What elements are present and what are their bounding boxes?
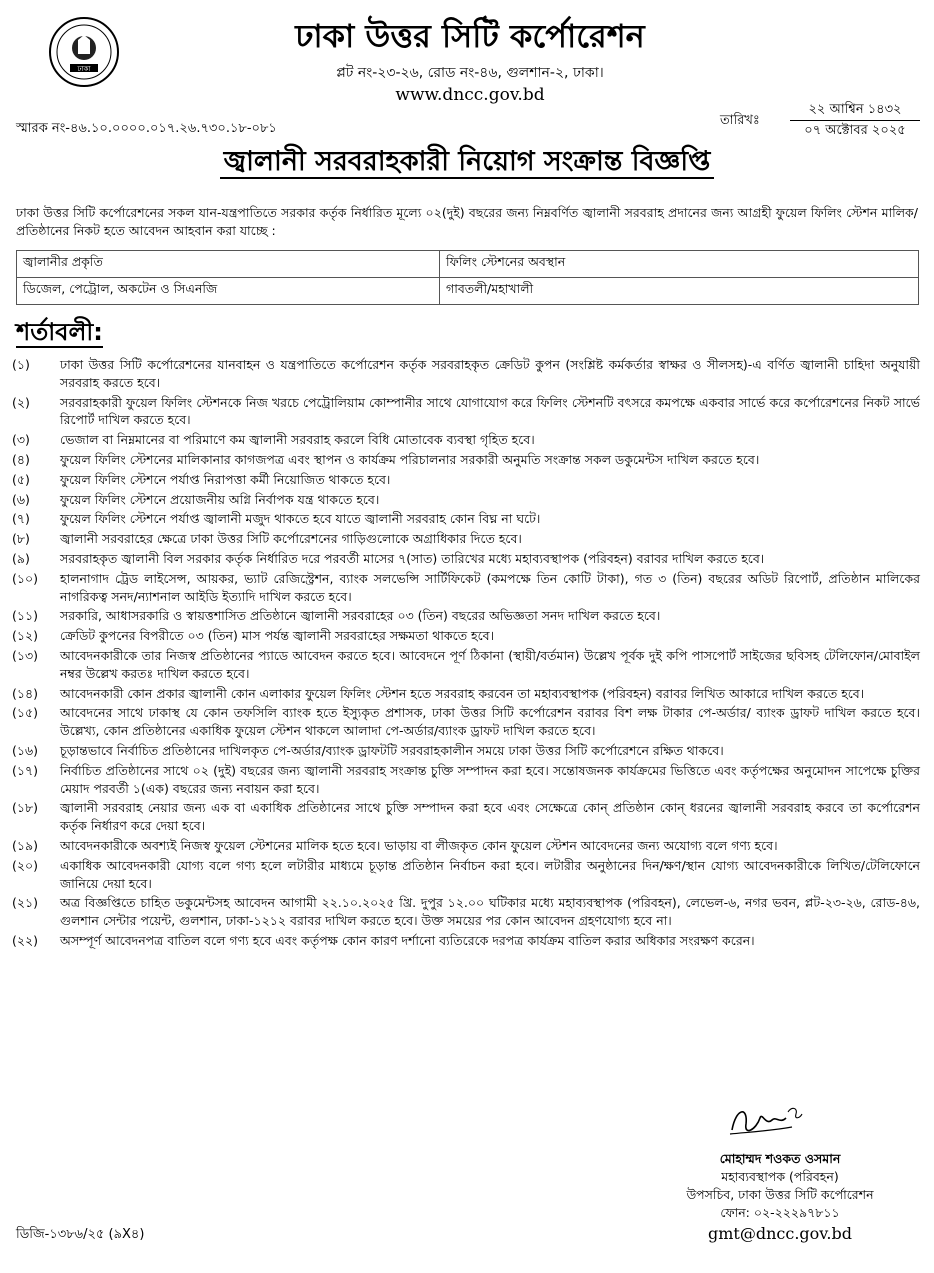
- org-title: ঢাকা উত্তর সিটি কর্পোরেশন: [295, 17, 645, 55]
- date-gregorian: ০৭ অক্টোবর ২০২৫: [804, 123, 906, 138]
- org-website-link[interactable]: www.dncc.gov.bd: [395, 85, 545, 105]
- condition-text: ফুয়েল ফিলিং স্টেশনের মালিকানার কাগজপত্র এবং স্থাপন ও কার্যক্রম পরিচালনার সরকারী অনুমতি সংক্রান্ত সকল ডকুমেন্টস দাখিল করতে হবে।: [60, 451, 760, 467]
- condition-number: (১৪): [12, 685, 38, 701]
- condition-text: ক্রেডিট কুপনের বিপরীতে ০৩ (তিন) মাস পর্যন্ত জ্বালানী সরবরাহের সক্ষমতা থাকতে হবে।: [60, 628, 495, 644]
- notice-title-text: জ্বালানী সরবরাহকারী নিয়োগ সংক্রান্ত বিজ্ঞপ্তি: [220, 146, 715, 179]
- condition-number: (৯): [12, 550, 30, 566]
- condition-text: অসম্পূর্ণ আবেদনপত্র বাতিল বলে গণ্য হবে এবং কর্তৃপক্ষ কোন কারণ দর্শানো ব্যতিরেকে দরপত্র কার্যক্রম বাতিল করার অধিকার সংরক্ষণ করেন।: [60, 932, 755, 948]
- signature-mark-icon: [726, 1100, 806, 1144]
- condition-text: হালনাগাদ ট্রেড লাইসেন্স, আয়কর, ভ্যাট রেজিস্ট্রেশন, ব্যাংক সলভেন্সি সার্টিফিকেট (কমপক্ষে তিন কোটি টাকা), গত ৩ (তিন) বছরের অডিট রিপোর্ট, প্রতিষ্ঠান মালিকের নাগরিকত্ব সনদ/ন্যাশনাল আইডি ইত্যাদি দাখিল করতে হবে।: [60, 570, 920, 604]
- condition-number: (১০): [12, 570, 38, 586]
- list-item: [12, 491, 920, 509]
- list-item: [12, 799, 920, 835]
- signer-office: উপসচিব, ঢাকা উত্তর সিটি কর্পোরেশন: [686, 1187, 874, 1202]
- terms-title: [16, 316, 103, 348]
- condition-number: (৮): [12, 531, 30, 547]
- condition-number: (১৩): [12, 647, 38, 663]
- condition-text: ফুয়েল ফিলিং স্টেশনে পর্যাপ্ত নিরাপত্তা কর্মী নিয়োজিত থাকতে হবে।: [60, 471, 391, 487]
- notice-title: [0, 142, 934, 182]
- list-item: [12, 451, 920, 469]
- condition-text: ফুয়েল ফিলিং স্টেশনে পর্যাপ্ত জ্বালানী মজুদ থাকতে হবে যাতে জ্বালানী সরবরাহ কোন বিঘ্ন না ঘটে।: [60, 511, 541, 527]
- list-item: [12, 530, 920, 548]
- condition-text: ঢাকা উত্তর সিটি কর্পোরেশনের যানবাহন ও যন্ত্রপাতিতে কর্পোরেশন কর্তৃক সরবরাহকৃত ক্রেডিট কুপন (সংশ্লিষ্ট কর্মকর্তার স্বাক্ষর ও সীলসহ)-এ বর্ণিত জ্বালানী চাহিদা অনুযায়ী সরবরাহ করতে হবে।: [60, 357, 920, 390]
- list-item: [12, 857, 920, 893]
- condition-text: সরবরাহকৃত জ্বালানী বিল সরকার কর্তৃক নির্ধারিত দরে পরবর্তী মাসের ৭(সাত) তারিখের মধ্যে মহাব্যবস্থাপক (পরিবহন) বরাবর দাখিল করতে হবে।: [60, 550, 765, 566]
- reference-code: ডিজি-১৩৮৬/২৫ (৯X৪): [16, 1227, 145, 1242]
- signer-designation: মহাব্যবস্থাপক (পরিবহন): [721, 1169, 839, 1184]
- station-location-header: ফিলিং স্টেশনের অবস্থান: [440, 251, 919, 278]
- condition-number: (১): [12, 357, 30, 372]
- condition-text: একাধিক আবেদনকারী যোগ্য বলে গণ্য হলে লটারীর মাধ্যমে চূড়ান্ত প্রতিষ্ঠান নির্বাচন করা হবে। লটারীর অনুষ্ঠানের দিন/ক্ষণ/স্থান যোগ্য আবেদনকারীকে লিখিত/টেলিফোনে জানিয়ে দেয়া হবে।: [60, 857, 920, 891]
- condition-text: নির্বাচিত প্রতিষ্ঠানের সাথে ০২ (দুই) বছরের জন্য জ্বালানী সরবরাহ সংক্রান্ত চুক্তি সম্পাদন করা হবে। সন্তোষজনক কার্যক্রমের ভিত্তিতে এবং কর্তৃপক্ষের অনুমোদন সাপেক্ষে চুক্তির মেয়াদ পরবর্তী ১(এক) বছরের জন্য নবায়ন করা হবে।: [60, 762, 920, 796]
- condition-number: (৩): [12, 432, 30, 448]
- fuel-type-header: জ্বালানীর প্রকৃতি: [17, 251, 440, 278]
- condition-number: (২২): [12, 932, 39, 948]
- list-item: [12, 742, 920, 760]
- table-row: [17, 251, 919, 278]
- list-item: [12, 627, 920, 645]
- condition-number: (১৫): [12, 705, 38, 721]
- logo-caption: ঢাকা: [77, 65, 91, 73]
- list-item: [12, 394, 920, 430]
- condition-number: (২১): [12, 895, 38, 911]
- list-item: [12, 685, 920, 703]
- list-item: [12, 607, 920, 625]
- condition-text: আবেদনকারীকে অবশ্যই নিজস্ব ফুয়েল স্টেশনের মালিক হতে হবে। ভাড়ায় বা লীজকৃত কোন ফুয়েল স্টেশন আবেদনের জন্য অযোগ্য বলে গণ্য হবে।: [60, 837, 778, 853]
- signer-phone: ফোন: ০২-২২২৯৭৮১১: [720, 1205, 840, 1220]
- date-block: [790, 100, 920, 141]
- condition-number: (২): [12, 394, 30, 410]
- list-item: [12, 431, 920, 449]
- list-item: [12, 762, 920, 798]
- condition-number: (১৮): [12, 800, 38, 816]
- condition-text: আবেদনকারীকে তার নিজস্ব প্রতিষ্ঠানের প্যাডে আবেদন করতে হবে। আবেদনে পূর্ণ ঠিকানা (স্থায়ী/বর্তমান) উল্লেখ পূর্বক দুই কপি পাসপোর্ট সাইজের ছবিসহ টেলিফোন/মোবাইল নম্বর উল্লেখ করতঃ দাখিল করতে হবে।: [60, 647, 920, 681]
- condition-number: (১৯): [12, 837, 38, 853]
- list-item: [12, 570, 920, 606]
- list-item: [12, 510, 920, 528]
- memo-number: স্মারক নং-৪৬.১০.০০০০.০১৭.২৬.৭৩০.১৮-০৮১: [16, 121, 277, 136]
- condition-text: চূড়ান্তভাবে নির্বাচিত প্রতিষ্ঠানের দাখিলকৃত পে-অর্ডার/ব্যাংক ড্রাফটটি সরবরাহকালীন সময়ে ঢাকা উত্তর সিটি কর্পোরেশনে রক্ষিত থাকবে।: [60, 742, 724, 758]
- table-row: [17, 278, 919, 305]
- condition-number: (৫): [12, 471, 30, 487]
- condition-number: (১৭): [12, 762, 38, 778]
- condition-text: অত্র বিজ্ঞপ্তিতে চাহিত ডকুমেন্টসহ আবেদন আগামী ২২.১০.২০২৫ খ্রি. দুপুর ১২.০০ ঘটিকার মধ্যে মহাব্যবস্থাপক (পরিবহন), লেভেল-৬, নগর ভবন, প্লট-২৩-২৬, রোড-৪৬, গুলশান সেন্টার পয়েন্ট, গুলশান, ঢাকা-১২১২ বরাবর দাখিল করতে হবে। উক্ত সময়ের পর কোন আবেদন গ্রহণযোগ্য হবে না।: [60, 895, 920, 929]
- signature-block: [640, 1150, 920, 1246]
- condition-text: আবেদনের সাথে ঢাকাস্থ যে কোন তফসিলি ব্যাংক হতে ইস্যুকৃত প্রশাসক, ঢাকা উত্তর সিটি কর্পোরেশন বরাবর বিশ লক্ষ টাকার পে-অর্ডার/ ব্যাংক ড্রাফট দাখিল করতে হবে। উল্লেখ্য, কোন প্রতিষ্ঠানের একাধিক ফুয়েল স্টেশন থাকলে আলাদা পে-অর্ডার/ব্যাংক ড্রাফট দাখিল করতে হবে।: [60, 705, 920, 739]
- fuel-table: [16, 250, 919, 305]
- list-item: [12, 932, 920, 950]
- list-item: [12, 837, 920, 855]
- condition-number: (৪): [12, 451, 30, 467]
- condition-number: (২০): [12, 857, 39, 873]
- list-item: [12, 356, 920, 392]
- date-bangla: ২২ আশ্বিন ১৪৩২: [790, 100, 920, 121]
- condition-number: (১১): [12, 608, 38, 624]
- condition-text: জ্বালানী সরবরাহ নেয়ার জন্য এক বা একাধিক প্রতিষ্ঠানের সাথে চুক্তি সম্পাদন করা হবে এবং সেক্ষেত্রে কোন্ প্রতিষ্ঠান কোন্ ধরনের জ্বালানী সরবরাহ করবে তা কর্পোরেশন কর্তৃক নির্ধারণ করে দেয়া হবে।: [60, 800, 920, 834]
- condition-text: আবেদনকারী কোন প্রকার জ্বালানী কোন এলাকার ফুয়েল ফিলিং স্টেশন হতে সরবরাহ করবেন তা মহাব্যবস্থাপক (পরিবহন) বরাবর লিখিত আকারে দাখিল করতে হবে।: [60, 685, 865, 701]
- list-item: [12, 704, 920, 740]
- condition-number: (৭): [12, 511, 30, 527]
- condition-number: (১৬): [12, 742, 38, 758]
- condition-number: (১২): [12, 628, 38, 644]
- list-item: [12, 471, 920, 489]
- org-address: প্লট নং-২৩-২৬, রোড নং-৪৬, গুলশান-২, ঢাকা।: [336, 65, 604, 81]
- fuel-type-value: ডিজেল, পেট্রোল, অকটেন ও সিএনজি: [17, 278, 440, 305]
- dncc-logo-icon: [48, 16, 120, 88]
- condition-text: সরবরাহকারী ফুয়েল ফিলিং স্টেশনকে নিজ খরচে পেট্রোলিয়াম কোম্পানীর সাথে যোগাযোগ করে ফিলিং স্টেশনটি বৎসরে কমপক্ষে একবার সার্ভে করে কর্পোরেশনের নিকট সার্ভে রিপোর্ট দাখিল করতে হবে।: [60, 394, 920, 428]
- condition-text: সরকারি, আধাসরকারি ও স্বায়ত্তশাসিত প্রতিষ্ঠানে জ্বালানী সরবরাহের ০৩ (তিন) বছরের অভিজ্ঞতা সনদ দাখিল করতে হবে।: [60, 608, 661, 624]
- list-item: [12, 550, 920, 568]
- list-item: [12, 894, 920, 930]
- conditions-list: [12, 356, 920, 952]
- signer-email-link[interactable]: gmt@dncc.gov.bd: [708, 1224, 852, 1243]
- condition-number: (৬): [12, 491, 30, 507]
- notice-intro: ঢাকা উত্তর সিটি কর্পোরেশনের সকল যান-যন্ত্রপাতিতে সরকার কর্তৃক নির্ধারিত মূল্যে ০২(দুই) বছরের জন্য নিম্নবর্ণিত জ্বালানী সরবরাহ প্রদানের জন্য আগ্রহী ফুয়েল ফিলিং স্টেশন মালিক/ প্রতিষ্ঠানের নিকট হতে আবেদন আহবান করা যাচ্ছে :: [16, 205, 918, 238]
- condition-text: ভেজাল বা নিম্নমানের বা পরিমাণে কম জ্বালানী সরবরাহ করলে বিধি মোতাবেক ব্যবস্থা গৃহিত হবে।: [60, 432, 535, 448]
- terms-title-text: শর্তাবলী:: [16, 318, 103, 346]
- signer-name: মোহাম্মদ শওকত ওসমান: [719, 1151, 841, 1166]
- date-label: তারিখঃ: [720, 113, 760, 128]
- condition-text: জ্বালানী সরবরাহের ক্ষেত্রে ঢাকা উত্তর সিটি কর্পোরেশনের গাড়িগুলোকে অগ্রাধিকার দিতে হবে।: [60, 531, 522, 547]
- station-location-value: গাবতলী/মহাখালী: [440, 278, 919, 305]
- list-item: [12, 647, 920, 683]
- condition-text: ফুয়েল ফিলিং স্টেশনে প্রয়োজনীয় অগ্নি নির্বাপক যন্ত্র থাকতে হবে।: [60, 491, 380, 507]
